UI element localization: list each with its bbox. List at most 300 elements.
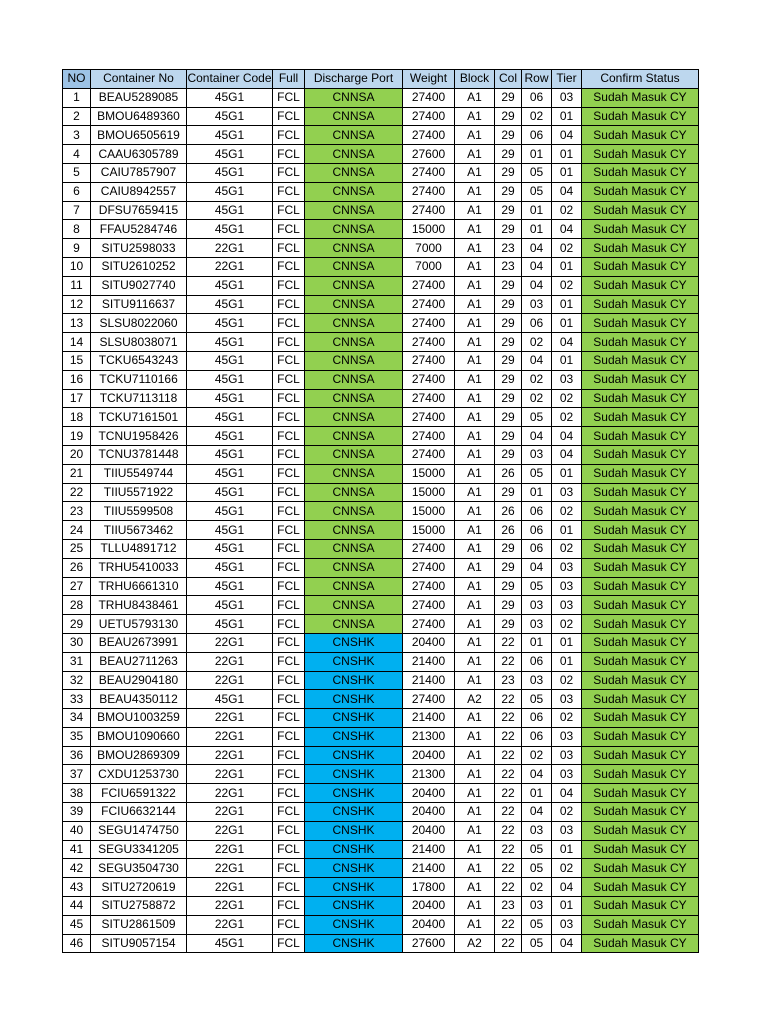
- cell-discharge-port: CNSHK: [305, 671, 403, 690]
- cell-confirm-status: Sudah Masuk CY: [582, 239, 699, 258]
- cell-container-code: 22G1: [187, 840, 273, 859]
- cell-block: A1: [455, 577, 495, 596]
- cell-discharge-port: CNNSA: [305, 88, 403, 107]
- cell-confirm-status: Sudah Masuk CY: [582, 671, 699, 690]
- table-row: [63, 427, 699, 446]
- table-row: [63, 314, 699, 333]
- cell-col: 22: [495, 878, 522, 897]
- cell-container-no: TRHU6661310: [91, 577, 187, 596]
- cell-discharge-port: CNNSA: [305, 502, 403, 521]
- cell-col: 22: [495, 727, 522, 746]
- cell-row: 06: [522, 126, 552, 145]
- table-row: [63, 577, 699, 596]
- header-block: Block: [455, 70, 495, 89]
- cell-weight: 21400: [403, 840, 455, 859]
- cell-col: 29: [495, 558, 522, 577]
- cell-full: FCL: [273, 784, 305, 803]
- cell-discharge-port: CNSHK: [305, 821, 403, 840]
- table-row: [63, 727, 699, 746]
- cell-tier: 01: [552, 107, 582, 126]
- cell-discharge-port: CNNSA: [305, 351, 403, 370]
- cell-discharge-port: CNNSA: [305, 220, 403, 239]
- cell-no: 14: [63, 333, 91, 352]
- cell-block: A1: [455, 182, 495, 201]
- cell-tier: 03: [552, 690, 582, 709]
- cell-tier: 01: [552, 257, 582, 276]
- cell-no: 46: [63, 934, 91, 953]
- cell-weight: 27400: [403, 690, 455, 709]
- cell-confirm-status: Sudah Masuk CY: [582, 464, 699, 483]
- cell-block: A1: [455, 878, 495, 897]
- cell-confirm-status: Sudah Masuk CY: [582, 784, 699, 803]
- cell-full: FCL: [273, 652, 305, 671]
- cell-col: 22: [495, 709, 522, 728]
- table-row: [63, 746, 699, 765]
- cell-row: 03: [522, 596, 552, 615]
- cell-row: 06: [522, 88, 552, 107]
- cell-row: 02: [522, 333, 552, 352]
- cell-row: 05: [522, 182, 552, 201]
- cell-weight: 27400: [403, 558, 455, 577]
- cell-container-no: TIIU5549744: [91, 464, 187, 483]
- cell-no: 22: [63, 483, 91, 502]
- cell-col: 29: [495, 276, 522, 295]
- cell-container-code: 22G1: [187, 821, 273, 840]
- cell-row: 01: [522, 201, 552, 220]
- cell-row: 03: [522, 445, 552, 464]
- cell-weight: 21300: [403, 765, 455, 784]
- cell-confirm-status: Sudah Masuk CY: [582, 445, 699, 464]
- cell-weight: 21400: [403, 859, 455, 878]
- cell-container-code: 22G1: [187, 878, 273, 897]
- cell-row: 01: [522, 784, 552, 803]
- cell-weight: 27400: [403, 126, 455, 145]
- cell-discharge-port: CNNSA: [305, 257, 403, 276]
- header-row: Row: [522, 70, 552, 89]
- cell-full: FCL: [273, 107, 305, 126]
- cell-tier: 03: [552, 558, 582, 577]
- cell-container-no: SEGU3504730: [91, 859, 187, 878]
- table-row: [63, 539, 699, 558]
- cell-full: FCL: [273, 615, 305, 634]
- cell-discharge-port: CNSHK: [305, 840, 403, 859]
- cell-block: A1: [455, 915, 495, 934]
- cell-discharge-port: CNNSA: [305, 521, 403, 540]
- cell-full: FCL: [273, 878, 305, 897]
- cell-full: FCL: [273, 333, 305, 352]
- cell-full: FCL: [273, 727, 305, 746]
- cell-tier: 01: [552, 351, 582, 370]
- cell-container-code: 45G1: [187, 126, 273, 145]
- table-row: [63, 333, 699, 352]
- cell-block: A1: [455, 201, 495, 220]
- cell-weight: 27600: [403, 145, 455, 164]
- cell-discharge-port: CNSHK: [305, 897, 403, 916]
- cell-container-code: 45G1: [187, 577, 273, 596]
- cell-tier: 02: [552, 539, 582, 558]
- cell-tier: 02: [552, 408, 582, 427]
- cell-col: 22: [495, 633, 522, 652]
- cell-full: FCL: [273, 821, 305, 840]
- cell-container-no: BMOU1003259: [91, 709, 187, 728]
- cell-discharge-port: CNSHK: [305, 765, 403, 784]
- cell-row: 05: [522, 163, 552, 182]
- cell-row: 01: [522, 633, 552, 652]
- cell-confirm-status: Sudah Masuk CY: [582, 126, 699, 145]
- cell-col: 29: [495, 314, 522, 333]
- cell-block: A1: [455, 483, 495, 502]
- cell-tier: 03: [552, 915, 582, 934]
- cell-discharge-port: CNNSA: [305, 295, 403, 314]
- cell-no: 3: [63, 126, 91, 145]
- cell-no: 4: [63, 145, 91, 164]
- table-row: [63, 821, 699, 840]
- cell-row: 03: [522, 897, 552, 916]
- cell-full: FCL: [273, 746, 305, 765]
- cell-col: 22: [495, 803, 522, 822]
- cell-tier: 03: [552, 746, 582, 765]
- cell-block: A1: [455, 427, 495, 446]
- cell-container-no: SITU9027740: [91, 276, 187, 295]
- cell-discharge-port: CNNSA: [305, 239, 403, 258]
- cell-no: 40: [63, 821, 91, 840]
- cell-container-code: 22G1: [187, 915, 273, 934]
- cell-block: A1: [455, 803, 495, 822]
- cell-discharge-port: CNNSA: [305, 314, 403, 333]
- cell-confirm-status: Sudah Masuk CY: [582, 389, 699, 408]
- cell-container-no: SLSU8022060: [91, 314, 187, 333]
- cell-col: 29: [495, 351, 522, 370]
- cell-container-code: 45G1: [187, 163, 273, 182]
- cell-block: A1: [455, 370, 495, 389]
- cell-no: 12: [63, 295, 91, 314]
- cell-row: 01: [522, 145, 552, 164]
- table-row: [63, 615, 699, 634]
- cell-row: 05: [522, 840, 552, 859]
- cell-container-code: 45G1: [187, 521, 273, 540]
- cell-full: FCL: [273, 370, 305, 389]
- cell-discharge-port: CNNSA: [305, 182, 403, 201]
- cell-discharge-port: CNSHK: [305, 690, 403, 709]
- cell-weight: 27400: [403, 295, 455, 314]
- cell-container-code: 45G1: [187, 445, 273, 464]
- cell-container-code: 22G1: [187, 803, 273, 822]
- cell-weight: 27400: [403, 88, 455, 107]
- cell-block: A1: [455, 502, 495, 521]
- header-container-code: Container Code: [187, 70, 273, 89]
- cell-discharge-port: CNNSA: [305, 370, 403, 389]
- table-row: [63, 239, 699, 258]
- cell-weight: 15000: [403, 464, 455, 483]
- cell-confirm-status: Sudah Masuk CY: [582, 333, 699, 352]
- cell-full: FCL: [273, 633, 305, 652]
- cell-tier: 01: [552, 163, 582, 182]
- table-row: [63, 765, 699, 784]
- cell-full: FCL: [273, 163, 305, 182]
- cell-col: 29: [495, 483, 522, 502]
- cell-confirm-status: Sudah Masuk CY: [582, 408, 699, 427]
- cell-block: A1: [455, 539, 495, 558]
- cell-container-code: 45G1: [187, 88, 273, 107]
- cell-container-code: 45G1: [187, 276, 273, 295]
- cell-tier: 01: [552, 652, 582, 671]
- cell-container-code: 45G1: [187, 295, 273, 314]
- cell-row: 03: [522, 615, 552, 634]
- cell-tier: 04: [552, 934, 582, 953]
- header-no: NO: [63, 70, 91, 89]
- table-row: [63, 596, 699, 615]
- cell-container-no: FFAU5284746: [91, 220, 187, 239]
- cell-container-code: 45G1: [187, 502, 273, 521]
- cell-row: 05: [522, 464, 552, 483]
- cell-no: 21: [63, 464, 91, 483]
- cell-confirm-status: Sudah Masuk CY: [582, 163, 699, 182]
- cell-no: 11: [63, 276, 91, 295]
- cell-full: FCL: [273, 408, 305, 427]
- table-row: [63, 558, 699, 577]
- table-row: [63, 126, 699, 145]
- cell-confirm-status: Sudah Masuk CY: [582, 182, 699, 201]
- cell-full: FCL: [273, 502, 305, 521]
- cell-col: 23: [495, 257, 522, 276]
- cell-discharge-port: CNNSA: [305, 615, 403, 634]
- table-row: [63, 201, 699, 220]
- cell-discharge-port: CNSHK: [305, 915, 403, 934]
- cell-tier: 03: [552, 765, 582, 784]
- cell-confirm-status: Sudah Masuk CY: [582, 521, 699, 540]
- cell-container-code: 22G1: [187, 709, 273, 728]
- cell-confirm-status: Sudah Masuk CY: [582, 107, 699, 126]
- cell-weight: 7000: [403, 257, 455, 276]
- cell-block: A1: [455, 408, 495, 427]
- cell-row: 02: [522, 107, 552, 126]
- cell-container-no: TCNU1958426: [91, 427, 187, 446]
- cell-tier: 03: [552, 577, 582, 596]
- cell-no: 33: [63, 690, 91, 709]
- cell-container-no: TIIU5599508: [91, 502, 187, 521]
- cell-tier: 02: [552, 239, 582, 258]
- cell-full: FCL: [273, 859, 305, 878]
- table-row: [63, 182, 699, 201]
- cell-container-code: 45G1: [187, 201, 273, 220]
- cell-container-no: TIIU5571922: [91, 483, 187, 502]
- cell-confirm-status: Sudah Masuk CY: [582, 897, 699, 916]
- cell-row: 05: [522, 859, 552, 878]
- cell-row: 05: [522, 408, 552, 427]
- cell-weight: 15000: [403, 521, 455, 540]
- cell-tier: 02: [552, 671, 582, 690]
- cell-row: 03: [522, 295, 552, 314]
- cell-discharge-port: CNSHK: [305, 859, 403, 878]
- cell-container-no: TCKU6543243: [91, 351, 187, 370]
- cell-container-no: TCKU7113118: [91, 389, 187, 408]
- cell-confirm-status: Sudah Masuk CY: [582, 370, 699, 389]
- cell-container-code: 45G1: [187, 182, 273, 201]
- cell-col: 22: [495, 746, 522, 765]
- cell-full: FCL: [273, 445, 305, 464]
- cell-confirm-status: Sudah Masuk CY: [582, 295, 699, 314]
- cell-container-no: BMOU2869309: [91, 746, 187, 765]
- header-col: Col: [495, 70, 522, 89]
- cell-block: A1: [455, 784, 495, 803]
- cell-row: 02: [522, 370, 552, 389]
- cell-col: 22: [495, 690, 522, 709]
- cell-col: 29: [495, 201, 522, 220]
- cell-discharge-port: CNSHK: [305, 746, 403, 765]
- cell-full: FCL: [273, 558, 305, 577]
- cell-block: A2: [455, 690, 495, 709]
- cell-weight: 27400: [403, 163, 455, 182]
- cell-weight: 27400: [403, 314, 455, 333]
- cell-tier: 04: [552, 220, 582, 239]
- cell-no: 20: [63, 445, 91, 464]
- cell-no: 6: [63, 182, 91, 201]
- table-row: [63, 784, 699, 803]
- cell-full: FCL: [273, 239, 305, 258]
- cell-full: FCL: [273, 690, 305, 709]
- cell-weight: 27400: [403, 596, 455, 615]
- cell-row: 04: [522, 257, 552, 276]
- cell-block: A1: [455, 88, 495, 107]
- cell-col: 22: [495, 784, 522, 803]
- cell-full: FCL: [273, 709, 305, 728]
- cell-row: 05: [522, 690, 552, 709]
- cell-row: 04: [522, 239, 552, 258]
- cell-col: 29: [495, 126, 522, 145]
- cell-row: 05: [522, 934, 552, 953]
- cell-no: 2: [63, 107, 91, 126]
- cell-confirm-status: Sudah Masuk CY: [582, 840, 699, 859]
- cell-confirm-status: Sudah Masuk CY: [582, 558, 699, 577]
- cell-confirm-status: Sudah Masuk CY: [582, 220, 699, 239]
- cell-no: 30: [63, 633, 91, 652]
- cell-confirm-status: Sudah Masuk CY: [582, 934, 699, 953]
- cell-col: 29: [495, 145, 522, 164]
- cell-discharge-port: CNSHK: [305, 934, 403, 953]
- cell-confirm-status: Sudah Masuk CY: [582, 821, 699, 840]
- cell-no: 31: [63, 652, 91, 671]
- cell-confirm-status: Sudah Masuk CY: [582, 615, 699, 634]
- table-row: [63, 220, 699, 239]
- cell-no: 1: [63, 88, 91, 107]
- cell-tier: 03: [552, 483, 582, 502]
- cell-tier: 02: [552, 615, 582, 634]
- cell-block: A1: [455, 145, 495, 164]
- cell-full: FCL: [273, 765, 305, 784]
- cell-col: 29: [495, 220, 522, 239]
- cell-container-no: BEAU5289085: [91, 88, 187, 107]
- cell-container-no: SEGU3341205: [91, 840, 187, 859]
- cell-container-code: 45G1: [187, 145, 273, 164]
- cell-container-no: SITU2610252: [91, 257, 187, 276]
- table-row: [63, 671, 699, 690]
- header-confirm-status: Confirm Status: [582, 70, 699, 89]
- cell-container-no: CAIU8942557: [91, 182, 187, 201]
- cell-no: 36: [63, 746, 91, 765]
- cell-discharge-port: CNNSA: [305, 389, 403, 408]
- cell-block: A1: [455, 633, 495, 652]
- table-row: [63, 897, 699, 916]
- table-row: [63, 502, 699, 521]
- cell-tier: 01: [552, 464, 582, 483]
- cell-tier: 04: [552, 784, 582, 803]
- cell-tier: 03: [552, 370, 582, 389]
- cell-container-code: 45G1: [187, 220, 273, 239]
- table-row: [63, 163, 699, 182]
- cell-weight: 21400: [403, 671, 455, 690]
- cell-col: 22: [495, 859, 522, 878]
- cell-col: 29: [495, 615, 522, 634]
- cell-full: FCL: [273, 934, 305, 953]
- cell-confirm-status: Sudah Masuk CY: [582, 276, 699, 295]
- cell-full: FCL: [273, 577, 305, 596]
- cell-tier: 02: [552, 803, 582, 822]
- table-row: [63, 464, 699, 483]
- cell-block: A1: [455, 389, 495, 408]
- cell-row: 04: [522, 803, 552, 822]
- cell-no: 37: [63, 765, 91, 784]
- cell-discharge-port: CNNSA: [305, 408, 403, 427]
- cell-weight: 20400: [403, 746, 455, 765]
- cell-container-no: TCKU7161501: [91, 408, 187, 427]
- table-row: [63, 840, 699, 859]
- table-row: [63, 351, 699, 370]
- cell-discharge-port: CNNSA: [305, 445, 403, 464]
- table-row: [63, 408, 699, 427]
- cell-row: 06: [522, 652, 552, 671]
- cell-discharge-port: CNSHK: [305, 784, 403, 803]
- cell-container-no: FCIU6632144: [91, 803, 187, 822]
- cell-block: A1: [455, 276, 495, 295]
- cell-row: 06: [522, 709, 552, 728]
- cell-full: FCL: [273, 483, 305, 502]
- cell-container-code: 22G1: [187, 257, 273, 276]
- cell-weight: 20400: [403, 803, 455, 822]
- cell-confirm-status: Sudah Masuk CY: [582, 145, 699, 164]
- cell-tier: 01: [552, 521, 582, 540]
- cell-container-code: 45G1: [187, 333, 273, 352]
- table-row: [63, 88, 699, 107]
- cell-discharge-port: CNNSA: [305, 577, 403, 596]
- cell-discharge-port: CNNSA: [305, 539, 403, 558]
- cell-tier: 02: [552, 201, 582, 220]
- cell-discharge-port: CNNSA: [305, 558, 403, 577]
- table-body: [63, 88, 699, 953]
- cell-confirm-status: Sudah Masuk CY: [582, 314, 699, 333]
- cell-block: A1: [455, 239, 495, 258]
- cell-no: 23: [63, 502, 91, 521]
- cell-weight: 27400: [403, 408, 455, 427]
- cell-container-code: 22G1: [187, 652, 273, 671]
- cell-tier: 01: [552, 145, 582, 164]
- cell-no: 45: [63, 915, 91, 934]
- cell-container-no: SITU2598033: [91, 239, 187, 258]
- cell-container-code: 45G1: [187, 107, 273, 126]
- cell-discharge-port: CNNSA: [305, 126, 403, 145]
- cell-confirm-status: Sudah Masuk CY: [582, 257, 699, 276]
- cell-no: 35: [63, 727, 91, 746]
- cell-full: FCL: [273, 126, 305, 145]
- cell-full: FCL: [273, 539, 305, 558]
- cell-container-code: 45G1: [187, 615, 273, 634]
- cell-tier: 03: [552, 596, 582, 615]
- cell-tier: 01: [552, 633, 582, 652]
- cell-container-code: 45G1: [187, 314, 273, 333]
- cell-full: FCL: [273, 671, 305, 690]
- cell-col: 26: [495, 521, 522, 540]
- cell-weight: 27400: [403, 370, 455, 389]
- table-row: [63, 145, 699, 164]
